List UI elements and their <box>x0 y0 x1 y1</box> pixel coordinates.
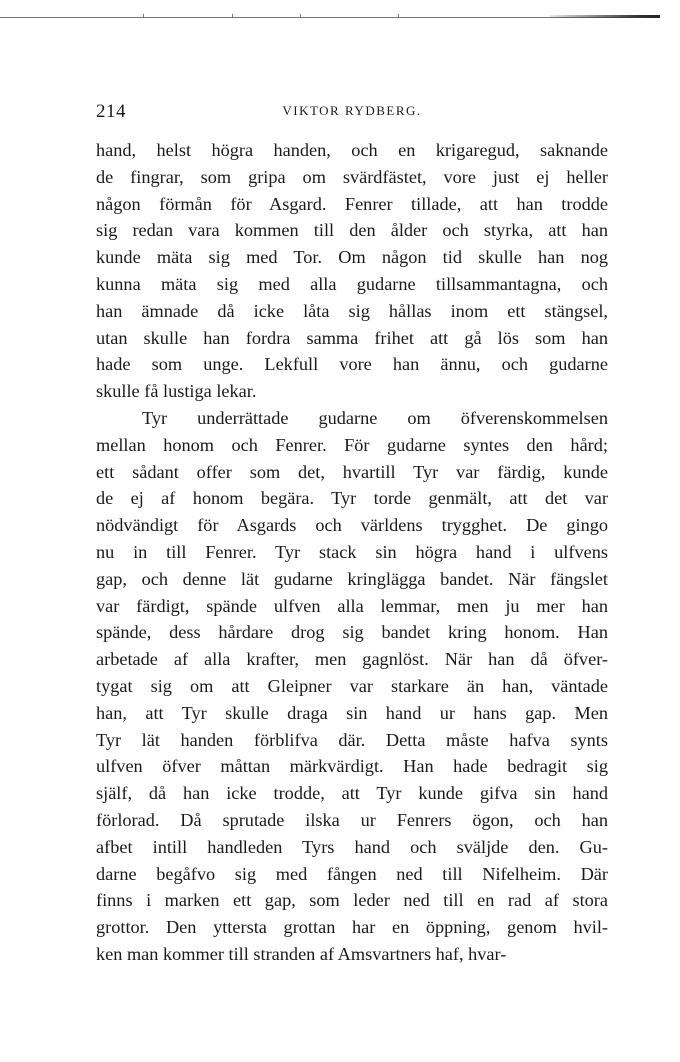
text-line: grottor. Den yttersta grottan har en öppning, genom hvil- <box>96 917 608 938</box>
text-line: kunna mäta sig med alla gudarne tillsammantagna, och <box>96 273 608 294</box>
text-line: kunde mäta sig med Tor. Om någon tid skulle han nog <box>96 247 608 268</box>
rule-tick <box>232 14 233 18</box>
text-line: nu in till Fenrer. Tyr stack sin högra hand i ulfvens <box>96 541 608 562</box>
text-line: hand, helst högra handen, och en krigaregud, saknande <box>96 140 608 160</box>
text-line: skulle få lustiga lekar. <box>96 381 257 402</box>
running-head: VIKTOR RYDBERG. <box>282 103 422 118</box>
text-line: ulfven öfver måttan märkvärdigt. Han hade bedragit sig <box>96 756 608 777</box>
text-line: afbet intill handleden Tyrs hand och sväljde den. Gu- <box>96 836 608 857</box>
text-line: finns i marken ett gap, som leder ned till en rad af stora <box>96 890 608 911</box>
text-line: arbetade af alla krafter, men gagnlöst. När han då öfver- <box>96 649 608 670</box>
paragraph <box>96 137 608 405</box>
top-border-rule <box>0 17 660 18</box>
text-line: själf, då han icke trodde, att Tyr kunde gifva sin hand <box>96 783 608 804</box>
text-line: ett sådant offer som det, hvartill Tyr var färdig, kunde <box>96 461 608 482</box>
text-line: de fingrar, som gripa om svärdfästet, vore just ej heller <box>96 166 608 187</box>
text-line: tygat sig om att Gleipner var starkare än han, väntade <box>96 675 608 696</box>
text-line: förlorad. Då sprutade ilska ur Fenrers ögon, och han <box>96 809 608 830</box>
text-line: nödvändigt för Asgards och världens trygghet. De gingo <box>96 515 608 536</box>
text-line: spände, dess hårdare drog sig bandet kring honom. Han <box>96 622 608 643</box>
text-line: sig redan vara kommen till den ålder och styrka, att han <box>96 220 608 241</box>
text-line: darne begåfvo sig med fången ned till Nifelheim. Där <box>96 863 608 884</box>
page-header <box>96 101 608 123</box>
body-text <box>96 137 608 968</box>
text-line: utan skulle han fordra samma frihet att gå lös som han <box>96 327 608 348</box>
rule-tick <box>300 14 301 18</box>
text-line: Tyr lät handen förblifva där. Detta måste hafva synts <box>96 729 608 750</box>
text-line: han ämnade då icke låta sig hållas inom ett stängsel, <box>96 300 608 321</box>
text-line: mellan honom och Fenrer. För gudarne syntes den hård; <box>96 434 608 455</box>
paragraph <box>96 405 608 968</box>
text-line: han, att Tyr skulle draga sin hand ur hans gap. Men <box>96 702 608 723</box>
rule-tick <box>143 14 144 18</box>
page-number: 214 <box>96 101 126 122</box>
text-line: var färdigt, spände ulfven alla lemmar, men ju mer han <box>96 595 608 616</box>
text-line: de ej af honom begära. Tyr torde genmält, att det var <box>96 488 608 509</box>
text-line: Tyr underrättade gudarne om öfverenskommelsen <box>142 407 608 428</box>
rule-tick <box>398 14 399 18</box>
text-line: någon förmån för Asgard. Fenrer tillade, att han trodde <box>96 193 608 214</box>
text-line: ken man kommer till stranden af Amsvartners haf, hvar- <box>96 943 507 964</box>
rule-thick-segment <box>550 15 660 18</box>
text-line: hade som unge. Lekfull vore han ännu, och gudarne <box>96 354 608 375</box>
text-line: gap, och denne lät gudarne kringlägga bandet. När fängslet <box>96 568 608 589</box>
